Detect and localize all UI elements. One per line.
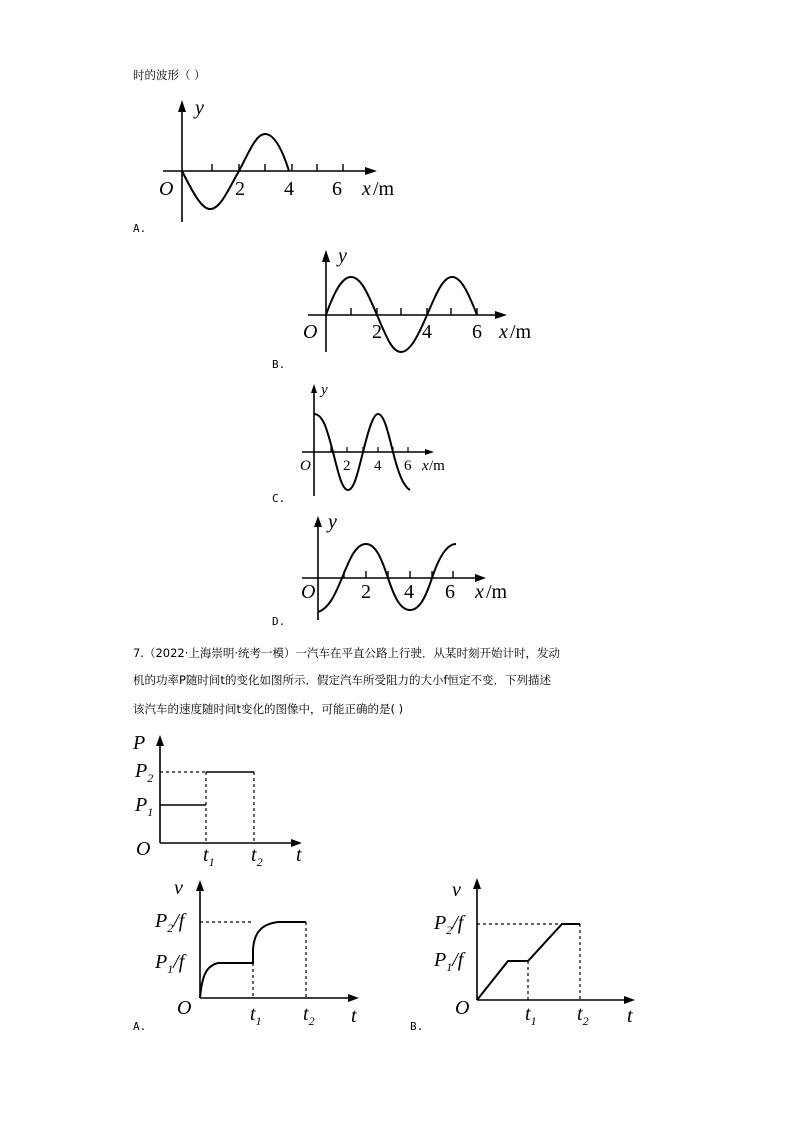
tick-label: 2 [235,178,245,200]
t1-label: $t_1$ [525,1003,537,1028]
y-axis-label: y [338,245,347,267]
option-d-label: D. [272,615,286,628]
question-number: 7. [133,646,144,660]
x-axis-arrow [365,167,377,175]
tick-label: 6 [404,458,412,474]
y-axis-arrow [196,880,204,891]
t2-label: $t_2$ [251,844,263,869]
power-time-graph [130,725,330,875]
x-axis-label: x [499,321,508,343]
question-6-tail: 时的波形（ ） [133,68,206,82]
tick-label: 4 [404,581,414,603]
x-unit-label: /m [429,458,445,474]
tick-label: 2 [372,321,382,343]
y-axis-label: P [133,732,146,754]
t1-label: $t_1$ [250,1003,262,1028]
x-axis-arrow [425,449,434,455]
question-7-line-3: 该汽车的速度随时间t变化的图像中，可能正确的是( ) [133,702,404,716]
y-axis-arrow [322,250,330,262]
tick-label: 4 [284,178,294,200]
y-axis-arrow [156,735,164,746]
y-axis-arrow [311,384,317,393]
x-axis-arrow [348,994,359,1002]
option-c-label: C. [272,492,286,505]
y-axis-label: v [174,877,183,899]
t2-label: $t_2$ [303,1003,315,1028]
option-7a-label: A. [133,1020,147,1033]
option-b-label: B. [272,358,286,371]
x-axis-label: x [362,178,371,200]
t1-label: $t_1$ [203,844,215,869]
origin-label: O [159,178,174,200]
x-axis-label: x [475,581,484,603]
p1-label: $P_1$ [135,794,154,819]
x-unit-label: /m [510,321,532,343]
x-axis-label: t [351,1005,357,1027]
question-source: （2022·上海崇明·统考一模） [143,646,296,660]
question-7-line-1 [133,648,560,660]
velocity-graph-b [420,872,660,1032]
option-a-label: A. [133,222,147,235]
origin-label: O [303,321,318,343]
p2f-label: $P_2/f$ [155,910,185,935]
y-axis-arrow [473,878,481,889]
origin-label: O [136,838,151,860]
wave-graph-c [298,378,468,498]
origin-label: O [300,458,311,474]
x-unit-label: /m [486,581,508,603]
tick-label: 4 [374,458,382,474]
x-unit-label: /m [373,178,395,200]
wave-graph-a [155,92,415,232]
x-axis-arrow [624,996,635,1004]
x-axis-arrow [495,311,507,319]
tick-label: 6 [445,581,455,603]
wave-graph-b [300,240,560,360]
p1f-label: $P_1/f$ [434,949,464,974]
tick-label: 2 [343,458,351,474]
velocity-graph-a [140,872,380,1032]
wave-graph-d [298,510,538,620]
x-axis-label: t [296,844,302,866]
question-text: 一汽车在平直公路上行驶．从某时刻开始计时，发动 [295,646,561,660]
y-axis-arrow [314,516,322,527]
y-axis-label: y [195,97,204,119]
tick-label: 6 [472,321,482,343]
tick-label: 6 [332,178,342,200]
y-axis-arrow [178,100,186,112]
p1f-label: $P_1/f$ [155,951,185,976]
origin-label: O [301,581,316,603]
question-7-line-2: 机的功率P随时间t的变化如图所示．假定汽车所受阻力的大小f恒定不变．下列描述 [133,673,551,687]
t2-label: $t_2$ [577,1003,589,1028]
y-axis-label: v [452,879,461,901]
y-axis-label: y [328,511,337,533]
tick-label: 4 [422,321,432,343]
x-axis-label: x [422,458,429,474]
origin-label: O [455,997,470,1019]
option-7b-label: B. [410,1020,424,1033]
velocity-curve [200,922,306,998]
p2f-label: $P_2/f$ [434,912,464,937]
p2-label: $P_2$ [135,760,154,785]
y-axis-label: y [321,382,328,398]
x-axis-label: t [627,1005,633,1027]
tick-label: 2 [361,581,371,603]
origin-label: O [177,997,192,1019]
